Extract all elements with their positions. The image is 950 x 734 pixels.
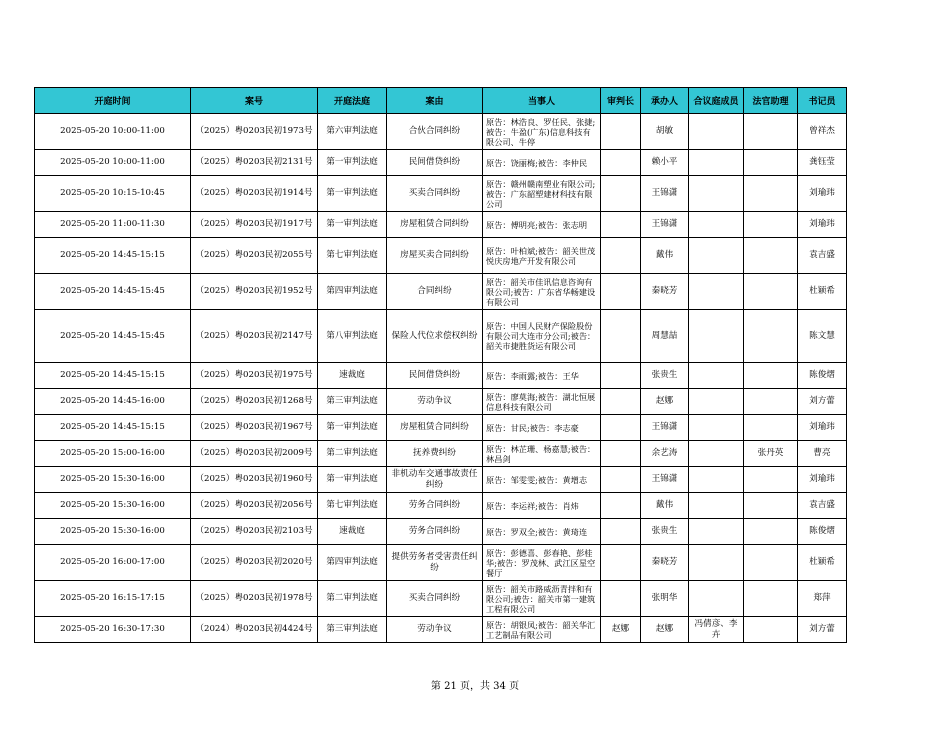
cell-court: 第一审判法庭 [318, 467, 387, 493]
cell-presiding-judge [601, 363, 641, 389]
cell-handler: 赖小平 [641, 150, 689, 176]
cell-presiding-judge [601, 114, 641, 150]
cell-cause: 抚养费纠纷 [387, 441, 483, 467]
cell-handler: 周慧喆 [641, 310, 689, 363]
col-header-parties: 当事人 [483, 88, 601, 114]
cell-panel-members [689, 212, 744, 238]
col-header-case-number: 案号 [191, 88, 318, 114]
cell-parties: 原告：李运祥;被告：肖炜 [483, 493, 601, 519]
table-row [35, 363, 847, 389]
cell-clerk: 刘方蕾 [798, 617, 847, 643]
cell-time: 2025-05-20 16:00-17:00 [35, 545, 191, 581]
table-row [35, 617, 847, 643]
cell-judge-assistant [744, 310, 798, 363]
page-footer: 第 21 页，共 34 页 [430, 681, 520, 692]
cell-handler: 赵娜 [641, 617, 689, 643]
cell-cause: 房屋租赁合同纠纷 [387, 415, 483, 441]
cell-clerk: 陈俊熠 [798, 363, 847, 389]
table-row [35, 581, 847, 617]
table-row [35, 415, 847, 441]
cell-presiding-judge [601, 493, 641, 519]
cell-judge-assistant [744, 389, 798, 415]
cell-time: 2025-05-20 14:45-15:45 [35, 274, 191, 310]
table-row [35, 467, 847, 493]
cell-presiding-judge [601, 150, 641, 176]
cell-panel-members [689, 581, 744, 617]
cell-court: 速裁庭 [318, 363, 387, 389]
cell-handler: 王锦潇 [641, 467, 689, 493]
cell-cause: 提供劳务者受害责任纠纷 [387, 545, 483, 581]
cell-judge-assistant [744, 176, 798, 212]
cell-case-number: （2025）粤0203民初1960号 [191, 467, 318, 493]
cell-cause: 合同纠纷 [387, 274, 483, 310]
cell-clerk: 袁吉盛 [798, 238, 847, 274]
col-header-court: 开庭法庭 [318, 88, 387, 114]
cell-court: 第二审判法庭 [318, 581, 387, 617]
cell-time: 2025-05-20 16:30-17:30 [35, 617, 191, 643]
cell-panel-members [689, 441, 744, 467]
cell-case-number: （2025）粤0203民初1967号 [191, 415, 318, 441]
cell-presiding-judge: 赵娜 [601, 617, 641, 643]
cell-court: 第七审判法庭 [318, 238, 387, 274]
table-row [35, 545, 847, 581]
cell-handler: 秦晓芳 [641, 274, 689, 310]
cell-presiding-judge [601, 238, 641, 274]
table-row [35, 176, 847, 212]
cell-judge-assistant [744, 114, 798, 150]
cell-cause: 买卖合同纠纷 [387, 176, 483, 212]
cell-clerk: 曾祥杰 [798, 114, 847, 150]
cell-handler: 张明华 [641, 581, 689, 617]
cell-judge-assistant [744, 467, 798, 493]
cell-parties: 原告：韶关市佳讯信息咨询有限公司;被告：广东省华畅建设有限公司 [483, 274, 601, 310]
cell-presiding-judge [601, 212, 641, 238]
cell-presiding-judge [601, 176, 641, 212]
col-header-panel-members: 合议庭成员 [689, 88, 744, 114]
cell-parties: 原告：赣州赣南塑业有限公司;被告：广东韶塑建材科技有限公司 [483, 176, 601, 212]
cell-handler: 戴伟 [641, 238, 689, 274]
cell-presiding-judge [601, 441, 641, 467]
cell-clerk: 陈文慧 [798, 310, 847, 363]
cell-time: 2025-05-20 11:00-11:30 [35, 212, 191, 238]
col-header-judge-assistant: 法官助理 [744, 88, 798, 114]
cell-case-number: （2024）粤0203民初4424号 [191, 617, 318, 643]
cell-time: 2025-05-20 14:45-16:00 [35, 389, 191, 415]
cell-panel-members: 冯倩彦、李卉 [689, 617, 744, 643]
cell-time: 2025-05-20 14:45-15:45 [35, 310, 191, 363]
cell-parties: 原告：甘民;被告：李志豪 [483, 415, 601, 441]
table-row [35, 274, 847, 310]
cell-panel-members [689, 114, 744, 150]
cell-court: 第三审判法庭 [318, 389, 387, 415]
cell-judge-assistant [744, 150, 798, 176]
cell-panel-members [689, 545, 744, 581]
cell-case-number: （2025）粤0203民初1978号 [191, 581, 318, 617]
cell-court: 第六审判法庭 [318, 114, 387, 150]
cell-court: 第二审判法庭 [318, 441, 387, 467]
cell-presiding-judge [601, 310, 641, 363]
cell-time: 2025-05-20 16:15-17:15 [35, 581, 191, 617]
table-row [35, 389, 847, 415]
cell-handler: 张贵生 [641, 363, 689, 389]
cell-presiding-judge [601, 467, 641, 493]
cell-clerk: 龚钰莹 [798, 150, 847, 176]
cell-time: 2025-05-20 15:30-16:00 [35, 493, 191, 519]
cell-parties: 原告：中国人民财产保险股份有限公司大连市分公司;被告：韶关市捷胜货运有限公司 [483, 310, 601, 363]
cell-case-number: （2025）粤0203民初2147号 [191, 310, 318, 363]
cell-case-number: （2025）粤0203民初2131号 [191, 150, 318, 176]
cell-case-number: （2025）粤0203民初2056号 [191, 493, 318, 519]
cell-cause: 民间借贷纠纷 [387, 363, 483, 389]
cell-case-number: （2025）粤0203民初1973号 [191, 114, 318, 150]
cell-cause: 非机动车交通事故责任纠纷 [387, 467, 483, 493]
table-row [35, 150, 847, 176]
cell-parties: 原告：叶柏斌;被告：韶关世茂悦庆房地产开发有限公司 [483, 238, 601, 274]
cell-parties: 原告：林浩良、罗任民、张捷;被告：牛盈(广东)信息科技有限公司、牛停 [483, 114, 601, 150]
cell-court: 第七审判法庭 [318, 493, 387, 519]
cell-judge-assistant [744, 238, 798, 274]
table-row [35, 493, 847, 519]
cell-cause: 保险人代位求偿权纠纷 [387, 310, 483, 363]
col-header-presiding-judge: 审判长 [601, 88, 641, 114]
cell-clerk: 杜颖希 [798, 274, 847, 310]
cell-case-number: （2025）粤0203民初1975号 [191, 363, 318, 389]
cell-case-number: （2025）粤0203民初1268号 [191, 389, 318, 415]
cell-court: 第四审判法庭 [318, 545, 387, 581]
col-header-time: 开庭时间 [35, 88, 191, 114]
cell-court: 速裁庭 [318, 519, 387, 545]
cell-parties: 原告：饶丽梅;被告：李仲民 [483, 150, 601, 176]
cell-time: 2025-05-20 10:15-10:45 [35, 176, 191, 212]
cell-handler: 秦晓芳 [641, 545, 689, 581]
cell-judge-assistant [744, 519, 798, 545]
cell-time: 2025-05-20 10:00-11:00 [35, 114, 191, 150]
table-header-row [35, 88, 847, 114]
cell-cause: 房屋买卖合同纠纷 [387, 238, 483, 274]
cell-handler: 王锦潇 [641, 212, 689, 238]
cell-panel-members [689, 467, 744, 493]
cell-panel-members [689, 176, 744, 212]
cell-presiding-judge [601, 415, 641, 441]
cell-handler: 赵娜 [641, 389, 689, 415]
cell-time: 2025-05-20 15:00-16:00 [35, 441, 191, 467]
cell-judge-assistant [744, 617, 798, 643]
cell-panel-members [689, 389, 744, 415]
cell-parties: 原告：邹雯雯;被告：黄增志 [483, 467, 601, 493]
cell-panel-members [689, 150, 744, 176]
cell-case-number: （2025）粤0203民初1917号 [191, 212, 318, 238]
cell-judge-assistant [744, 545, 798, 581]
cell-case-number: （2025）粤0203民初1914号 [191, 176, 318, 212]
cell-clerk: 刘瑜玮 [798, 212, 847, 238]
cell-clerk: 陈俊熠 [798, 519, 847, 545]
cell-time: 2025-05-20 15:30-16:00 [35, 519, 191, 545]
cell-presiding-judge [601, 519, 641, 545]
cell-parties: 原告：胡银凤;被告：韶关华汇工艺制品有限公司 [483, 617, 601, 643]
cell-judge-assistant [744, 415, 798, 441]
cell-court: 第三审判法庭 [318, 617, 387, 643]
col-header-clerk: 书记员 [798, 88, 847, 114]
cell-handler: 胡敏 [641, 114, 689, 150]
cell-time: 2025-05-20 14:45-15:15 [35, 415, 191, 441]
cell-judge-assistant [744, 274, 798, 310]
cell-cause: 劳动争议 [387, 389, 483, 415]
cell-judge-assistant [744, 363, 798, 389]
cell-presiding-judge [601, 274, 641, 310]
cell-case-number: （2025）粤0203民初2009号 [191, 441, 318, 467]
cell-cause: 买卖合同纠纷 [387, 581, 483, 617]
table-row [35, 114, 847, 150]
cell-clerk: 刘瑜玮 [798, 467, 847, 493]
cell-presiding-judge [601, 545, 641, 581]
cell-judge-assistant [744, 212, 798, 238]
cell-parties: 原告：李雨露;被告：王华 [483, 363, 601, 389]
cell-panel-members [689, 310, 744, 363]
table-row [35, 441, 847, 467]
col-header-cause: 案由 [387, 88, 483, 114]
court-schedule-table [34, 87, 847, 643]
cell-time: 2025-05-20 15:30-16:00 [35, 467, 191, 493]
cell-presiding-judge [601, 581, 641, 617]
cell-clerk: 刘瑜玮 [798, 415, 847, 441]
cell-clerk: 曹亮 [798, 441, 847, 467]
cell-panel-members [689, 415, 744, 441]
cell-presiding-judge [601, 389, 641, 415]
cell-panel-members [689, 363, 744, 389]
cell-parties: 原告：傅明亮;被告：张志明 [483, 212, 601, 238]
cell-clerk: 郑萍 [798, 581, 847, 617]
table-row [35, 519, 847, 545]
cell-court: 第一审判法庭 [318, 176, 387, 212]
cell-cause: 民间借贷纠纷 [387, 150, 483, 176]
cell-panel-members [689, 274, 744, 310]
cell-case-number: （2025）粤0203民初2055号 [191, 238, 318, 274]
cell-handler: 余艺涛 [641, 441, 689, 467]
cell-clerk: 刘瑜玮 [798, 176, 847, 212]
cell-case-number: （2025）粤0203民初1952号 [191, 274, 318, 310]
cell-case-number: （2025）粤0203民初2103号 [191, 519, 318, 545]
col-header-handler: 承办人 [641, 88, 689, 114]
cell-handler: 张贵生 [641, 519, 689, 545]
cell-time: 2025-05-20 14:45-15:15 [35, 363, 191, 389]
cell-time: 2025-05-20 14:45-15:15 [35, 238, 191, 274]
table-row [35, 310, 847, 363]
cell-cause: 劳务合同纠纷 [387, 519, 483, 545]
cell-court: 第一审判法庭 [318, 212, 387, 238]
cell-parties: 原告：廖莫海;被告：湖北恒展信息科技有限公司 [483, 389, 601, 415]
cell-cause: 劳动争议 [387, 617, 483, 643]
cell-judge-assistant [744, 581, 798, 617]
cell-court: 第一审判法庭 [318, 150, 387, 176]
cell-panel-members [689, 493, 744, 519]
cell-clerk: 刘方蕾 [798, 389, 847, 415]
cell-panel-members [689, 519, 744, 545]
table-row [35, 238, 847, 274]
cell-time: 2025-05-20 10:00-11:00 [35, 150, 191, 176]
cell-parties: 原告：罗双全;被告：黄琦连 [483, 519, 601, 545]
cell-court: 第四审判法庭 [318, 274, 387, 310]
cell-court: 第八审判法庭 [318, 310, 387, 363]
cell-parties: 原告：韶关市路威沥青拌和有限公司;被告：韶关市第一建筑工程有限公司 [483, 581, 601, 617]
cell-cause: 合伙合同纠纷 [387, 114, 483, 150]
cell-parties: 原告：彭德喜、彭春艳、彭桂华;被告：罗茂林、武江区星空餐厅 [483, 545, 601, 581]
cell-panel-members [689, 238, 744, 274]
cell-handler: 王锦潇 [641, 176, 689, 212]
cell-judge-assistant [744, 493, 798, 519]
cell-parties: 原告：林芷珊、杨嘉慧;被告：林昌剑 [483, 441, 601, 467]
table-row [35, 212, 847, 238]
cell-judge-assistant: 张丹英 [744, 441, 798, 467]
cell-handler: 王锦潇 [641, 415, 689, 441]
cell-clerk: 袁吉盛 [798, 493, 847, 519]
cell-cause: 房屋租赁合同纠纷 [387, 212, 483, 238]
cell-court: 第一审判法庭 [318, 415, 387, 441]
cell-handler: 戴伟 [641, 493, 689, 519]
cell-clerk: 杜颖希 [798, 545, 847, 581]
cell-case-number: （2025）粤0203民初2020号 [191, 545, 318, 581]
cell-cause: 劳务合同纠纷 [387, 493, 483, 519]
